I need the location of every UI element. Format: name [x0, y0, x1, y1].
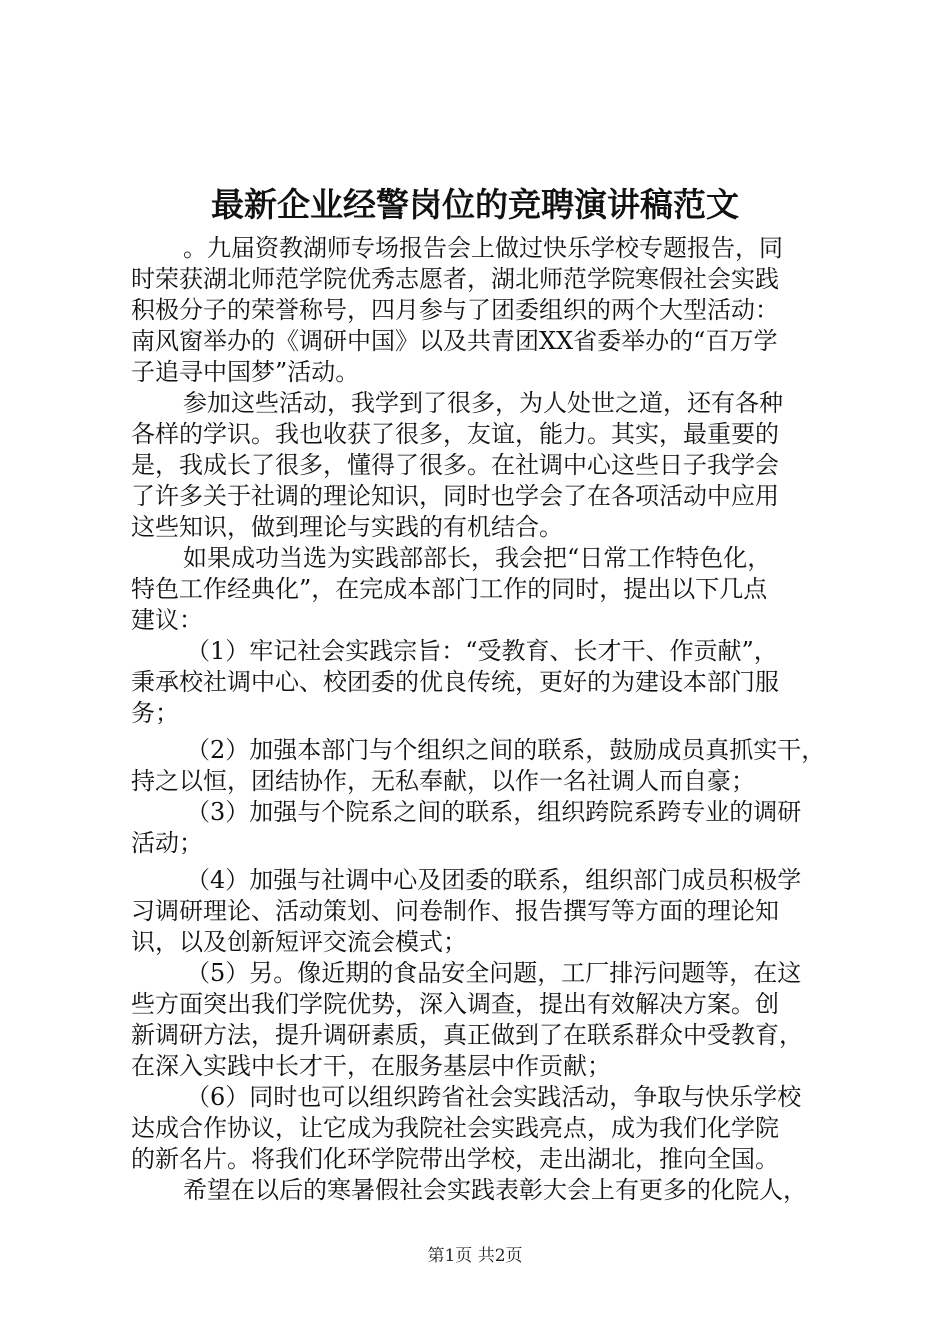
body-line: 建议： [131, 606, 203, 634]
body-line: 南风窗举办的《调研中国》以及共青团XX省委举办的“百万学 [131, 327, 778, 355]
body-line: 持之以恒，团结协作，无私奉献，以作一名社调人而自豪； [131, 767, 755, 795]
body-line: 务； [131, 699, 179, 727]
body-line: 如果成功当选为实践部部长，我会把“日常工作特色化， [183, 544, 772, 572]
body-line: （6）同时也可以组织跨省社会实践活动，争取与快乐学校 [186, 1083, 802, 1111]
body-line: 子追寻中国梦”活动。 [131, 358, 360, 386]
body-line: 希望在以后的寒暑假社会实践表彰大会上有更多的化院人， [183, 1176, 807, 1204]
body-line: 积极分子的荣誉称号，四月参与了团委组织的两个大型活动： [131, 296, 779, 324]
body-line: 参加这些活动，我学到了很多，为人处世之道，还有各种 [183, 389, 783, 417]
body-line: 秉承校社调中心、校团委的优良传统，更好的为建设本部门服 [131, 668, 779, 696]
body-line: 了许多关于社调的理论知识，同时也学会了在各项活动中应用 [131, 482, 779, 510]
document-body [131, 233, 831, 1206]
body-line: （2）加强本部门与个组织之间的联系，鼓励成员真抓实干， [186, 736, 826, 764]
body-line: 达成合作协议，让它成为我院社会实践亮点，成为我们化学院 [131, 1114, 779, 1142]
document-title: 最新企业经警岗位的竞聘演讲稿范文 [211, 185, 739, 224]
body-line: 是，我成长了很多，懂得了很多。在社调中心这些日子我学会 [131, 451, 779, 479]
body-line: （1）牢记社会实践宗旨：“受教育、长才干、作贡献”， [186, 637, 778, 665]
body-line: （5）另。像近期的食品安全问题，工厂排污问题等，在这 [186, 959, 802, 987]
body-line: 各样的学识。我也收获了很多，友谊，能力。其实，最重要的 [131, 420, 779, 448]
body-line: 新调研方法，提升调研素质，真正做到了在联系群众中受教育， [131, 1021, 803, 1049]
body-line: （3）加强与个院系之间的联系，组织跨院系跨专业的调研 [186, 798, 802, 826]
body-line: 特色工作经典化”，在完成本部门工作的同时，提出以下几点 [131, 575, 768, 603]
body-line: 习调研理论、活动策划、问卷制作、报告撰写等方面的理论知 [131, 897, 779, 925]
body-line: 活动； [131, 829, 203, 857]
page-footer: 第1页 共2页 [427, 1246, 523, 1266]
body-line: 些方面突出我们学院优势，深入调查，提出有效解决方案。创 [131, 990, 779, 1018]
body-line: 。九届资教湖师专场报告会上做过快乐学校专题报告，同 [183, 234, 783, 262]
body-line: 这些知识，做到理论与实践的有机结合。 [131, 513, 563, 541]
body-line: 识，以及创新短评交流会模式； [131, 928, 467, 956]
body-line: 时荣获湖北师范学院优秀志愿者，湖北师范学院寒假社会实践 [131, 265, 779, 293]
body-line: （4）加强与社调中心及团委的联系，组织部门成员积极学 [186, 866, 802, 894]
body-line: 的新名片。将我们化环学院带出学校，走出湖北，推向全国。 [131, 1145, 779, 1173]
body-line: 在深入实践中长才干，在服务基层中作贡献； [131, 1052, 611, 1080]
